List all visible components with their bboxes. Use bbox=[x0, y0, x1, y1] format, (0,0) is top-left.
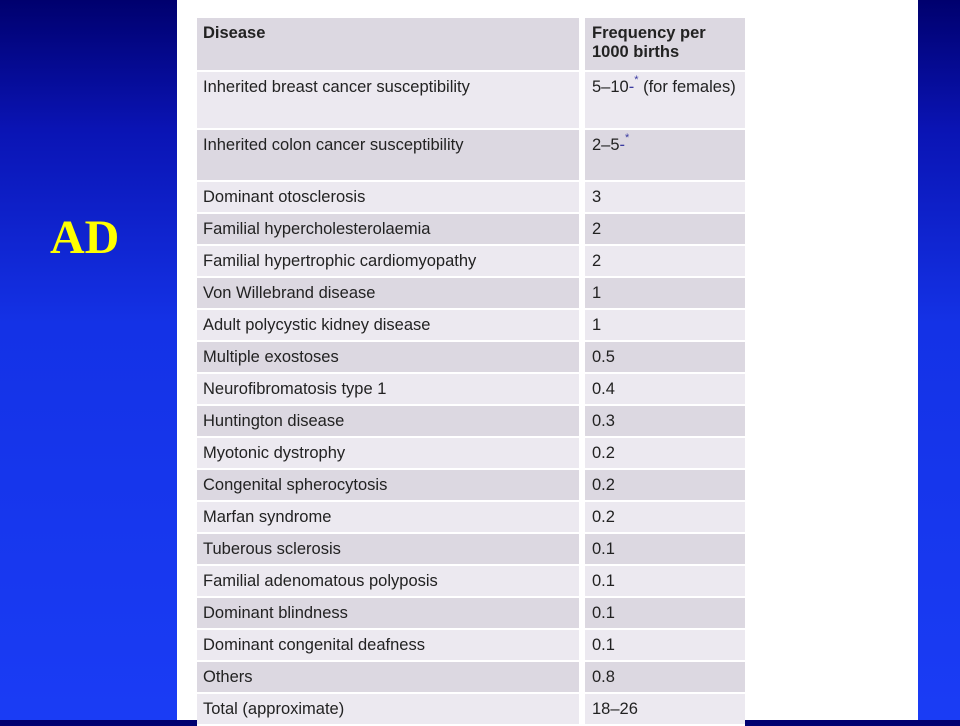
frequency-value: 0.8 bbox=[592, 668, 615, 686]
frequency-cell bbox=[579, 438, 745, 470]
table-row bbox=[197, 694, 745, 726]
frequency-cell bbox=[579, 502, 745, 534]
table-row bbox=[197, 214, 745, 246]
table-row bbox=[197, 182, 745, 214]
side-label: AD bbox=[50, 211, 120, 264]
table-row bbox=[197, 566, 745, 598]
table-row bbox=[197, 278, 745, 310]
frequency-cell bbox=[579, 374, 745, 406]
footnote-dash: - bbox=[619, 136, 626, 154]
frequency-value: 0.3 bbox=[592, 412, 615, 430]
disease-cell: Familial adenomatous polyposis bbox=[197, 566, 579, 598]
frequency-suffix: (for females) bbox=[638, 78, 736, 96]
table-row bbox=[197, 72, 745, 130]
disease-cell: Inherited breast cancer susceptibility bbox=[197, 72, 579, 130]
table-header-row bbox=[197, 18, 745, 72]
table-row bbox=[197, 502, 745, 534]
frequency-cell bbox=[579, 182, 745, 214]
frequency-value: 0.1 bbox=[592, 636, 615, 654]
disease-cell: Others bbox=[197, 662, 579, 694]
disease-cell: Myotonic dystrophy bbox=[197, 438, 579, 470]
frequency-cell bbox=[579, 310, 745, 342]
frequency-cell bbox=[579, 72, 745, 130]
frequency-value: 3 bbox=[592, 188, 602, 206]
frequency-value: 0.1 bbox=[592, 572, 615, 590]
disease-cell: Dominant otosclerosis bbox=[197, 182, 579, 214]
frequency-value: 2 bbox=[592, 220, 602, 238]
disease-cell: Congenital spherocytosis bbox=[197, 470, 579, 502]
frequency-cell bbox=[579, 406, 745, 438]
frequency-cell bbox=[579, 342, 745, 374]
disease-cell: Marfan syndrome bbox=[197, 502, 579, 534]
frequency-value: 0.4 bbox=[592, 380, 615, 398]
table-row bbox=[197, 630, 745, 662]
table-row bbox=[197, 470, 745, 502]
disease-cell: Familial hypertrophic cardiomyopathy bbox=[197, 246, 579, 278]
frequency-cell bbox=[579, 694, 745, 726]
table-row bbox=[197, 310, 745, 342]
disease-cell: Total (approximate) bbox=[197, 694, 579, 726]
frequency-cell bbox=[579, 630, 745, 662]
frequency-cell bbox=[579, 278, 745, 310]
frequency-value: 0.2 bbox=[592, 508, 615, 526]
frequency-value: 0.2 bbox=[592, 444, 615, 462]
frequency-value: 5–10 bbox=[592, 78, 629, 96]
table-row bbox=[197, 374, 745, 406]
frequency-value: 2–5 bbox=[592, 136, 620, 154]
footnote-dash: - bbox=[628, 78, 635, 96]
frequency-value: 18–26 bbox=[592, 700, 638, 718]
header-disease: Disease bbox=[197, 18, 579, 72]
disease-cell: Familial hypercholesterolaemia bbox=[197, 214, 579, 246]
frequency-cell bbox=[579, 566, 745, 598]
table-row bbox=[197, 246, 745, 278]
frequency-cell bbox=[579, 534, 745, 566]
table-row bbox=[197, 598, 745, 630]
table-row bbox=[197, 130, 745, 182]
frequency-value: 0.1 bbox=[592, 540, 615, 558]
disease-cell: Huntington disease bbox=[197, 406, 579, 438]
table-panel bbox=[177, 0, 918, 720]
table-row bbox=[197, 406, 745, 438]
frequency-cell bbox=[579, 598, 745, 630]
disease-frequency-table bbox=[197, 18, 745, 726]
table-row bbox=[197, 438, 745, 470]
disease-cell: Multiple exostoses bbox=[197, 342, 579, 374]
frequency-value: 2 bbox=[592, 252, 602, 270]
frequency-value: 0.5 bbox=[592, 348, 615, 366]
disease-cell: Dominant blindness bbox=[197, 598, 579, 630]
frequency-value: 1 bbox=[592, 284, 602, 302]
header-frequency: Frequency per 1000 births bbox=[579, 18, 745, 72]
frequency-cell bbox=[579, 130, 745, 182]
frequency-value: 0.2 bbox=[592, 476, 615, 494]
frequency-cell bbox=[579, 470, 745, 502]
table-row bbox=[197, 342, 745, 374]
frequency-cell bbox=[579, 662, 745, 694]
frequency-value: 1 bbox=[592, 316, 602, 334]
disease-cell: Dominant congenital deafness bbox=[197, 630, 579, 662]
disease-cell: Tuberous sclerosis bbox=[197, 534, 579, 566]
table-row bbox=[197, 534, 745, 566]
disease-cell: Adult polycystic kidney disease bbox=[197, 310, 579, 342]
table-row bbox=[197, 662, 745, 694]
frequency-value: 0.1 bbox=[592, 604, 615, 622]
footnote-marker[interactable]: * bbox=[634, 74, 639, 86]
disease-cell: Neurofibromatosis type 1 bbox=[197, 374, 579, 406]
frequency-cell bbox=[579, 214, 745, 246]
frequency-cell bbox=[579, 246, 745, 278]
footnote-marker[interactable]: * bbox=[625, 132, 630, 144]
disease-cell: Von Willebrand disease bbox=[197, 278, 579, 310]
disease-cell: Inherited colon cancer susceptibility bbox=[197, 130, 579, 182]
